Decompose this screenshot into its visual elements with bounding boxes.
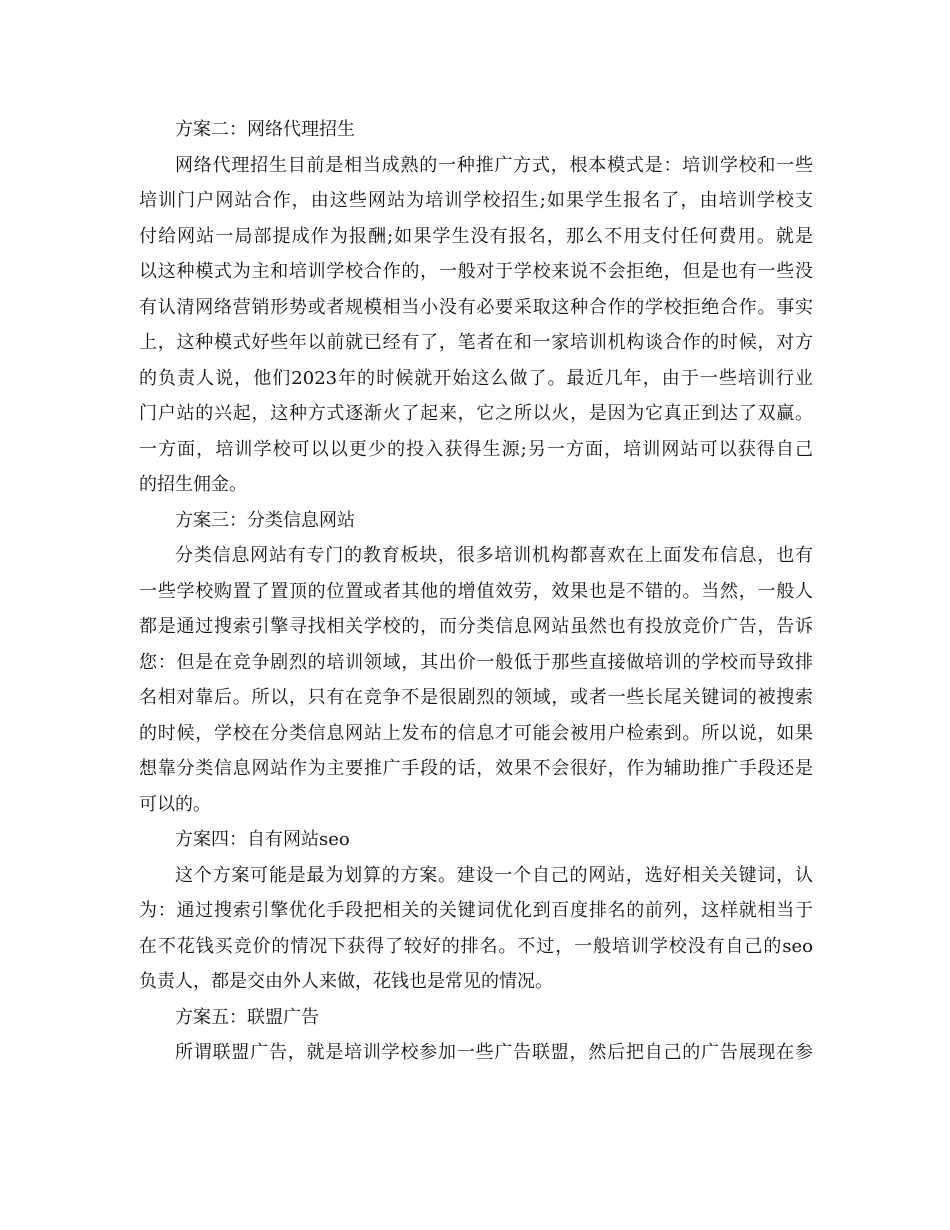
section-heading: 方案三：分类信息网站 [175, 509, 355, 531]
paragraph-line: 网络代理招生目前是相当成熟的一种推广方式，根本模式是：培训学校和一些 [175, 154, 813, 176]
paragraph-line: 您：但是在竞争剧烈的培训领域，其出价一般低于那些直接做培训的学校而导致排 [139, 651, 813, 673]
paragraph-line: 门户站的兴起，这种方式逐渐火了起来，它之所以火，是因为它真正到达了双赢。 [139, 403, 813, 424]
paragraph-line: 的时候，学校在分类信息网站上发布的信息才可能会被用户检索到。所以说，如果 [139, 722, 813, 744]
paragraph-line: 的招生佣金。 [139, 474, 247, 495]
paragraph-line: 一些学校购置了置顶的位置或者其他的增值效劳，效果也是不错的。当然，一般人 [139, 580, 813, 602]
section-heading: 方案四：自有网站seo [175, 829, 350, 850]
document-body [139, 112, 813, 1071]
paragraph-line: 所谓联盟广告，就是培训学校参加一些广告联盟，然后把自己的广告展现在参 [175, 1042, 813, 1063]
paragraph-line: 都是通过搜索引擎寻找相关学校的，而分类信息网站虽然也有投放竞价广告，告诉 [139, 616, 813, 637]
paragraph-line: 可以的。 [139, 793, 211, 815]
paragraph-line: 名相对靠后。所以，只有在竞争不是很剧烈的领域，或者一些长尾关键词的被搜索 [139, 687, 813, 708]
paragraph-line: 为：通过搜索引擎优化手段把相关的关键词优化到百度排名的前列，这样就相当于 [139, 900, 813, 921]
paragraph-line: 的负责人说，他们2023年的时候就开始这么做了。最近几年，由于一些培训行业 [139, 367, 813, 389]
paragraph-line: 以这种模式为主和培训学校合作的，一般对于学校来说不会拒绝，但是也有一些没 [139, 261, 813, 282]
paragraph-line: 上，这种模式好些年以前就已经有了，笔者在和一家培训机构谈合作的时候，对方 [139, 332, 813, 353]
paragraph-line: 有认清网络营销形势或者规模相当小没有必要采取这种合作的学校拒绝合作。事实 [139, 296, 813, 318]
paragraph-line: 在不花钱买竞价的情况下获得了较好的排名。不过，一般培训学校没有自己的seo [139, 935, 813, 957]
paragraph-line: 这个方案可能是最为划算的方案。建设一个自己的网站，选好相关关键词，认 [175, 864, 813, 886]
paragraph-line: 付给网站一局部提成作为报酬;如果学生没有报名，那么不用支付任何费用。就是 [139, 225, 813, 247]
paragraph-line: 分类信息网站有专门的教育板块，很多培训机构都喜欢在上面发布信息，也有 [175, 545, 813, 566]
paragraph-line: 培训门户网站合作，由这些网站为培训学校招生;如果学生报名了，由培训学校支 [139, 190, 813, 211]
paragraph-line: 一方面，培训学校可以以更少的投入获得生源;另一方面，培训网站可以获得自己 [139, 438, 813, 460]
paragraph-line: 想靠分类信息网站作为主要推广手段的话，效果不会很好，作为辅助推广手段还是 [139, 758, 813, 779]
paragraph-line: 负责人，都是交由外人来做，花钱也是常见的情况。 [139, 971, 553, 992]
section-heading: 方案五：联盟广告 [175, 1006, 319, 1028]
section-heading: 方案二：网络代理招生 [175, 119, 355, 140]
